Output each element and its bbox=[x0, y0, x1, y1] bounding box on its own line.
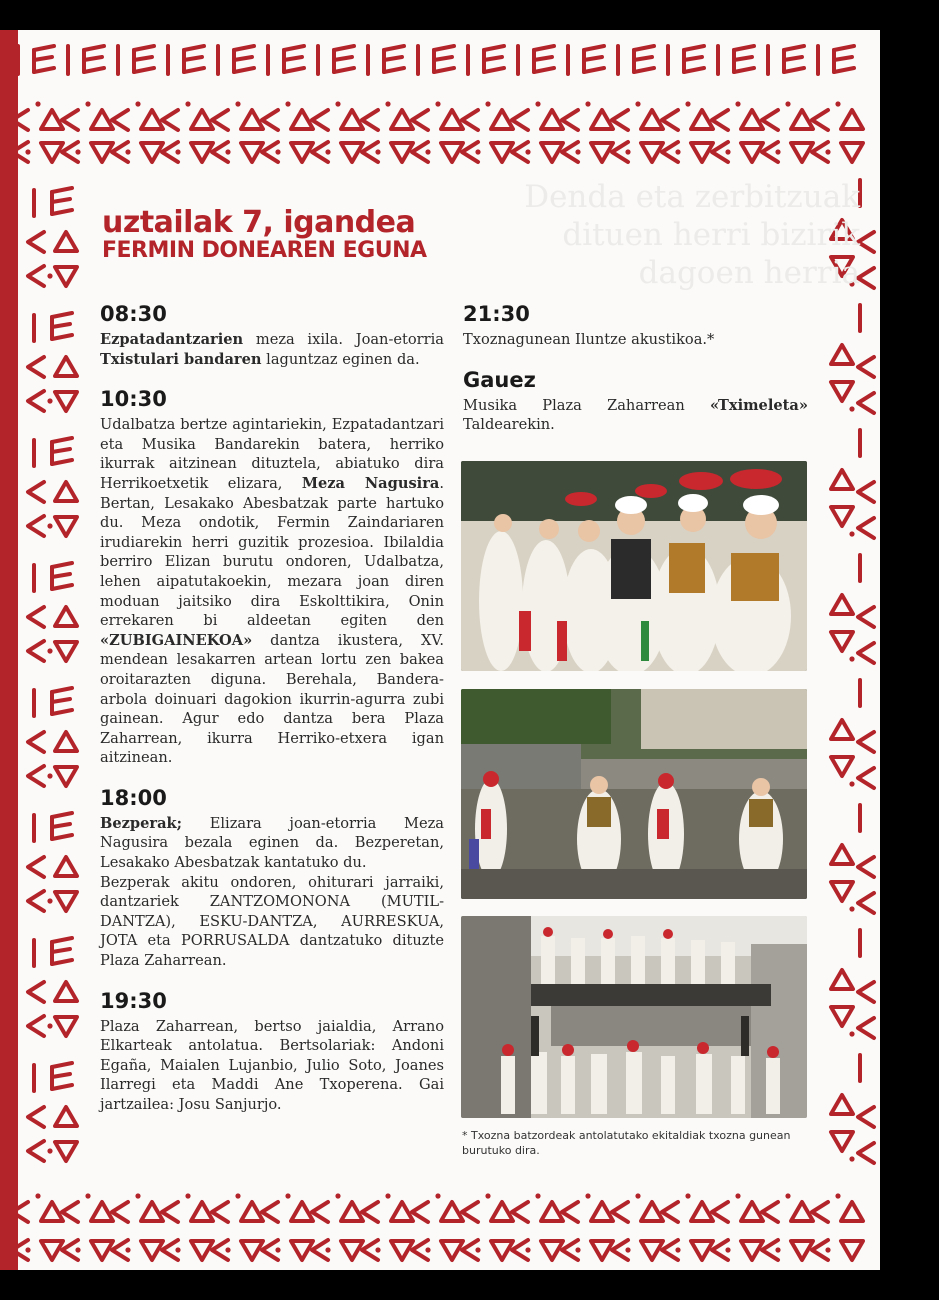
event-text: meza ixila. Joan-etorria bbox=[243, 331, 444, 348]
event-text: . Bertan, Lesakako Abesbatzak parte hartuko du. Meza ondotik, Fermin Zaindariaren irudiarekin herri guzitik prozesioa. Ibilaldia berriro Elizan burutu ondoren, Udalbatza, lehen aipatutakoekin, mezara joan diren moduan jaitsiko dira Eskolttikira, Onin errekaren bi aldeetan egiten den bbox=[100, 474, 445, 630]
ghost-show-through-text: Denda eta zerbitzuak dituen herri bizirik dagoen herria bbox=[524, 179, 860, 291]
event-highlight: «Tximeleta» bbox=[709, 396, 808, 414]
photo-dancers-plaza bbox=[461, 689, 807, 899]
event-text: Musika Plaza Zaharrean bbox=[463, 396, 710, 414]
event-description bbox=[100, 873, 444, 971]
event-text: laguntzaz eginen da. bbox=[261, 350, 420, 368]
event-time: 21:30 bbox=[463, 302, 530, 326]
event-block bbox=[100, 302, 444, 369]
event-text: Txoznagunean Iluntze akustikoa.* bbox=[463, 331, 715, 348]
event-highlight: «ZUBIGAINEKOA» bbox=[100, 631, 253, 649]
event-description bbox=[100, 415, 444, 768]
photo-dancers-women bbox=[461, 461, 807, 671]
event-text: Bezperak akitu ondoren, ohiturari jarraiki, dantzariek ZANTZOMONONA (MUTIL-DANTZA), ESKU-DANTZA, AURRESKUA, JOTA eta PORRUSALDA dantzatuko dituzte Plaza Zaharrean. bbox=[100, 873, 444, 970]
event-block bbox=[463, 302, 808, 350]
event-text: Elizara joan-etorria Meza Nagusira bezala eginen da. Bezperetan, Lesakako Abesbatzak kantatuko du. bbox=[100, 814, 444, 872]
event-highlight: Txistulari bandaren bbox=[100, 350, 262, 368]
event-highlight: Bezperak; bbox=[100, 814, 183, 832]
event-description bbox=[463, 330, 808, 350]
event-block bbox=[463, 368, 808, 435]
event-time: 19:30 bbox=[100, 988, 167, 1013]
events-right-column bbox=[463, 302, 808, 453]
event-time: 10:30 bbox=[100, 387, 167, 412]
event-block bbox=[100, 387, 444, 768]
events-left-column bbox=[100, 302, 444, 1133]
event-description bbox=[100, 814, 444, 873]
photo-dancers-balcony bbox=[461, 916, 807, 1118]
event-block bbox=[100, 989, 444, 1115]
event-block bbox=[100, 786, 444, 971]
program-page bbox=[0, 30, 880, 1270]
event-time: 18:00 bbox=[100, 785, 167, 810]
event-description bbox=[100, 1017, 444, 1115]
event-highlight: Meza Nagusira bbox=[301, 474, 440, 492]
event-text: dantza ikustera, XV. mendean lesakarren artean lortu zen bakea oroitarazten diguna. Berehala, Bandera-arbola doinuari dagokion ikurrin-agurra zubi gainean. Agur edo dantza bera Plaza Zaharrean, ikurra Herriko-etxera igan aitzinean. bbox=[100, 631, 444, 767]
event-text: Plaza Zaharrean, bertso jaialdia, Arrano Elkarteak antolatua. Bertsolariak: Andoni Egaña, Maialen Lujanbio, Julio Soto, Joanes Ilarregi eta Maddi Ane Txoperena. Gai jartzailea: Josu Sanjurjo. bbox=[100, 1017, 444, 1113]
event-highlight: Ezpatadantzarien bbox=[100, 331, 244, 348]
event-time: 08:30 bbox=[100, 302, 167, 326]
event-time: Gauez bbox=[463, 367, 536, 392]
date-heading: uztailak 7, igandea bbox=[102, 205, 416, 240]
event-description bbox=[100, 330, 444, 369]
event-text: Taldearekin. bbox=[463, 416, 555, 434]
day-title: FERMIN DONEAREN EGUNA bbox=[102, 238, 427, 263]
event-text: Udalbatza bertze agintariekin, Ezpatadantzari eta Musika Bandarekin batera, herriko ikurrak aitzinean dituztela, abiatuko dira Herrikoetxetik elizara, bbox=[100, 416, 444, 492]
event-description bbox=[463, 396, 808, 435]
footnote: * Txozna batzordeak antolatutako ekitaldiak txozna gunean burutuko dira. bbox=[462, 1129, 791, 1157]
